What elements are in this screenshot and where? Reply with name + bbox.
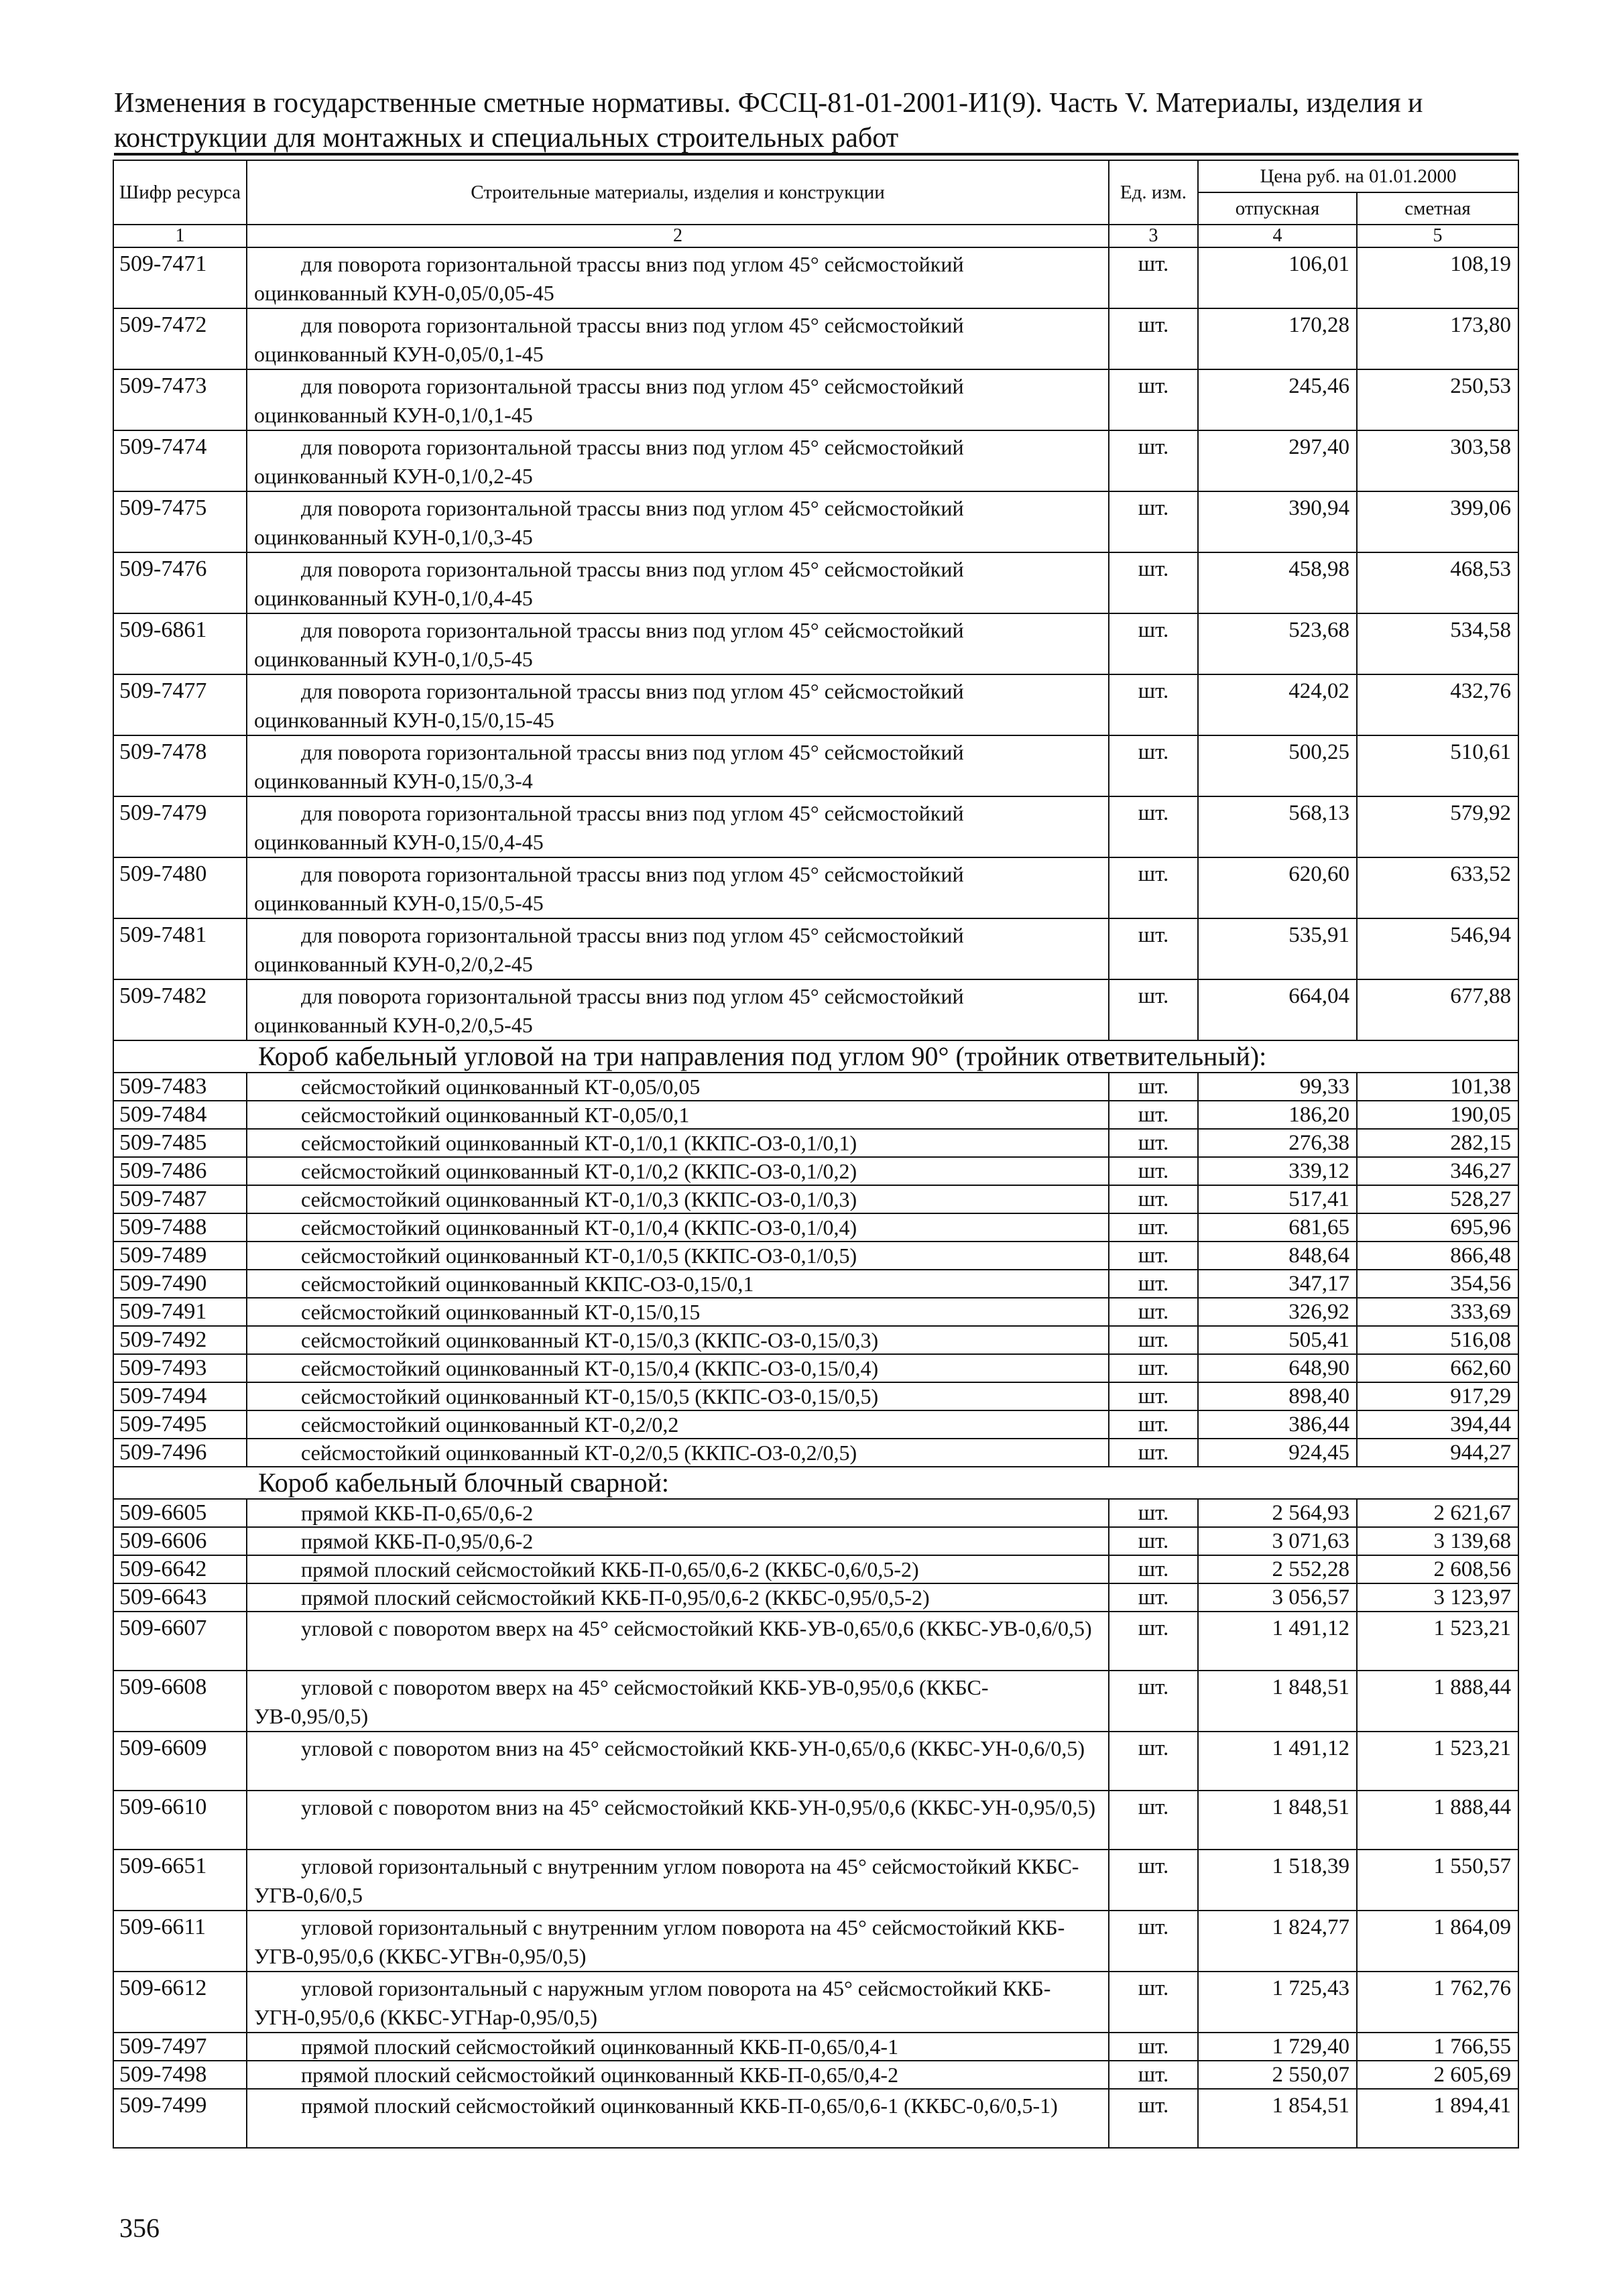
table-row — [113, 1911, 1518, 1972]
price-release: 2 550,07 — [1198, 2061, 1357, 2089]
price-release: 106,01 — [1198, 247, 1357, 308]
price-release: 386,44 — [1198, 1410, 1357, 1439]
table-row — [113, 857, 1518, 918]
resource-code: 509-6608 — [113, 1671, 247, 1732]
price-release: 1 491,12 — [1198, 1732, 1357, 1791]
price-release: 326,92 — [1198, 1298, 1357, 1326]
price-estimate: 3 123,97 — [1357, 1583, 1518, 1612]
price-release: 1 518,39 — [1198, 1850, 1357, 1911]
resource-code: 509-7471 — [113, 247, 247, 308]
unit-of-measure: шт. — [1109, 796, 1198, 857]
price-estimate: 510,61 — [1357, 735, 1518, 796]
material-name: угловой с поворотом вниз на 45° сейсмостойкий ККБ-УН-0,65/0,6 (ККБС-УН-0,6/0,5) — [247, 1732, 1109, 1791]
unit-of-measure: шт. — [1109, 735, 1198, 796]
price-estimate: 1 864,09 — [1357, 1911, 1518, 1972]
price-estimate: 282,15 — [1357, 1129, 1518, 1157]
resource-code: 509-6643 — [113, 1583, 247, 1612]
price-release: 1 848,51 — [1198, 1791, 1357, 1850]
table-row — [113, 369, 1518, 430]
resource-code: 509-7488 — [113, 1213, 247, 1242]
price-estimate: 394,44 — [1357, 1410, 1518, 1439]
table-row — [113, 1354, 1518, 1382]
unit-of-measure: шт. — [1109, 1499, 1198, 1527]
price-estimate: 108,19 — [1357, 247, 1518, 308]
resource-code: 509-7499 — [113, 2089, 247, 2148]
table-row — [113, 918, 1518, 979]
table-row — [113, 552, 1518, 613]
price-estimate: 173,80 — [1357, 308, 1518, 369]
unit-of-measure: шт. — [1109, 613, 1198, 674]
table-row — [113, 1527, 1518, 1555]
material-name: для поворота горизонтальной трассы вниз под углом 45° сейсмостойкий оцинкованный КУН-0,1/0,5-45 — [247, 613, 1109, 674]
resource-code: 509-7489 — [113, 1242, 247, 1270]
price-estimate: 546,94 — [1357, 918, 1518, 979]
price-release: 924,45 — [1198, 1439, 1357, 1467]
unit-of-measure: шт. — [1109, 430, 1198, 491]
material-name: для поворота горизонтальной трассы вниз под углом 45° сейсмостойкий оцинкованный КУН-0,15/0,4-45 — [247, 796, 1109, 857]
table-body — [113, 225, 1518, 2148]
table-row — [113, 430, 1518, 491]
price-estimate: 250,53 — [1357, 369, 1518, 430]
price-release: 186,20 — [1198, 1101, 1357, 1129]
material-name: для поворота горизонтальной трассы вниз под углом 45° сейсмостойкий оцинкованный КУН-0,05/0,05-45 — [247, 247, 1109, 308]
table-row — [113, 1972, 1518, 2033]
material-name: сейсмостойкий оцинкованный КТ-0,1/0,2 (ККПС-ОЗ-0,1/0,2) — [247, 1157, 1109, 1185]
price-estimate: 303,58 — [1357, 430, 1518, 491]
table-row — [113, 796, 1518, 857]
table-row — [113, 1671, 1518, 1732]
price-release: 505,41 — [1198, 1326, 1357, 1354]
material-name: сейсмостойкий оцинкованный КТ-0,2/0,5 (ККПС-ОЗ-0,2/0,5) — [247, 1439, 1109, 1467]
price-estimate: 662,60 — [1357, 1354, 1518, 1382]
table-row — [113, 1326, 1518, 1354]
price-estimate: 2 608,56 — [1357, 1555, 1518, 1583]
page-number: 356 — [119, 2213, 160, 2243]
price-release: 2 564,93 — [1198, 1499, 1357, 1527]
price-estimate: 1 888,44 — [1357, 1671, 1518, 1732]
column-number: 1 — [113, 225, 247, 247]
material-name: сейсмостойкий оцинкованный КТ-0,1/0,1 (ККПС-ОЗ-0,1/0,1) — [247, 1129, 1109, 1157]
price-release: 99,33 — [1198, 1073, 1357, 1101]
price-release: 620,60 — [1198, 857, 1357, 918]
resource-code: 509-6609 — [113, 1732, 247, 1791]
header-price: Цена руб. на 01.01.2000 — [1198, 160, 1518, 192]
table-row — [113, 1732, 1518, 1791]
price-release: 648,90 — [1198, 1354, 1357, 1382]
price-release: 170,28 — [1198, 308, 1357, 369]
unit-of-measure: шт. — [1109, 918, 1198, 979]
table-row — [113, 1439, 1518, 1467]
unit-of-measure: шт. — [1109, 1732, 1198, 1791]
unit-of-measure: шт. — [1109, 1612, 1198, 1671]
material-name: сейсмостойкий оцинкованный КТ-0,2/0,2 — [247, 1410, 1109, 1439]
table-row — [113, 2061, 1518, 2089]
price-estimate: 333,69 — [1357, 1298, 1518, 1326]
resource-code: 509-7497 — [113, 2033, 247, 2061]
price-estimate: 399,06 — [1357, 491, 1518, 552]
price-estimate: 695,96 — [1357, 1213, 1518, 1242]
price-estimate: 1 523,21 — [1357, 1732, 1518, 1791]
column-number-row — [113, 225, 1518, 247]
material-name: сейсмостойкий оцинкованный КТ-0,1/0,3 (ККПС-ОЗ-0,1/0,3) — [247, 1185, 1109, 1213]
material-name: для поворота горизонтальной трассы вниз под углом 45° сейсмостойкий оцинкованный КУН-0,2/0,5-45 — [247, 979, 1109, 1040]
unit-of-measure: шт. — [1109, 1185, 1198, 1213]
resource-code: 509-7475 — [113, 491, 247, 552]
resource-code: 509-7472 — [113, 308, 247, 369]
price-estimate: 346,27 — [1357, 1157, 1518, 1185]
unit-of-measure: шт. — [1109, 857, 1198, 918]
price-release: 276,38 — [1198, 1129, 1357, 1157]
section-row — [113, 1040, 1518, 1073]
header-rule — [114, 153, 1518, 156]
price-estimate: 1 550,57 — [1357, 1850, 1518, 1911]
price-estimate: 579,92 — [1357, 796, 1518, 857]
unit-of-measure: шт. — [1109, 1555, 1198, 1583]
table-row — [113, 1213, 1518, 1242]
price-release: 297,40 — [1198, 430, 1357, 491]
material-name: для поворота горизонтальной трассы вниз под углом 45° сейсмостойкий оцинкованный КУН-0,1/0,3-45 — [247, 491, 1109, 552]
table-row — [113, 1129, 1518, 1157]
unit-of-measure: шт. — [1109, 2089, 1198, 2148]
price-release: 1 824,77 — [1198, 1911, 1357, 1972]
price-release: 3 056,57 — [1198, 1583, 1357, 1612]
material-name: прямой плоский сейсмостойкий оцинкованный ККБ-П-0,65/0,6-1 (ККБС-0,6/0,5-1) — [247, 2089, 1109, 2148]
price-release: 523,68 — [1198, 613, 1357, 674]
price-estimate: 633,52 — [1357, 857, 1518, 918]
material-name: сейсмостойкий оцинкованный КТ-0,1/0,5 (ККПС-ОЗ-0,1/0,5) — [247, 1242, 1109, 1270]
resource-code: 509-7484 — [113, 1101, 247, 1129]
table-row — [113, 2033, 1518, 2061]
price-estimate: 944,27 — [1357, 1439, 1518, 1467]
price-estimate: 2 621,67 — [1357, 1499, 1518, 1527]
table-row — [113, 247, 1518, 308]
unit-of-measure: шт. — [1109, 491, 1198, 552]
table-row — [113, 613, 1518, 674]
price-release: 1 491,12 — [1198, 1612, 1357, 1671]
resource-code: 509-7493 — [113, 1354, 247, 1382]
unit-of-measure: шт. — [1109, 247, 1198, 308]
table-row — [113, 1555, 1518, 1583]
resource-code: 509-6651 — [113, 1850, 247, 1911]
unit-of-measure: шт. — [1109, 1583, 1198, 1612]
resource-code: 509-7495 — [113, 1410, 247, 1439]
table-row — [113, 1101, 1518, 1129]
unit-of-measure: шт. — [1109, 1073, 1198, 1101]
table-row — [113, 1410, 1518, 1439]
table-row — [113, 1242, 1518, 1270]
price-estimate: 866,48 — [1357, 1242, 1518, 1270]
price-release: 339,12 — [1198, 1157, 1357, 1185]
resource-code: 509-7498 — [113, 2061, 247, 2089]
resource-code: 509-7492 — [113, 1326, 247, 1354]
header-price-estimate: сметная — [1357, 192, 1518, 225]
material-name: для поворота горизонтальной трассы вниз под углом 45° сейсмостойкий оцинкованный КУН-0,15/0,3-4 — [247, 735, 1109, 796]
table-row — [113, 1499, 1518, 1527]
price-release: 535,91 — [1198, 918, 1357, 979]
unit-of-measure: шт. — [1109, 1213, 1198, 1242]
material-name: сейсмостойкий оцинкованный КТ-0,05/0,1 — [247, 1101, 1109, 1129]
column-number: 2 — [247, 225, 1109, 247]
header-price-release: отпускная — [1198, 192, 1357, 225]
table-row — [113, 1791, 1518, 1850]
material-name: для поворота горизонтальной трассы вниз под углом 45° сейсмостойкий оцинкованный КУН-0,1/0,4-45 — [247, 552, 1109, 613]
material-name: сейсмостойкий оцинкованный ККПС-ОЗ-0,15/0,1 — [247, 1270, 1109, 1298]
price-release: 1 854,51 — [1198, 2089, 1357, 2148]
price-estimate: 528,27 — [1357, 1185, 1518, 1213]
unit-of-measure: шт. — [1109, 674, 1198, 735]
price-release: 2 552,28 — [1198, 1555, 1357, 1583]
section-title: Короб кабельный блочный сварной: — [113, 1467, 1518, 1499]
resource-code: 509-6611 — [113, 1911, 247, 1972]
material-name: для поворота горизонтальной трассы вниз под углом 45° сейсмостойкий оцинкованный КУН-0,15/0,15-45 — [247, 674, 1109, 735]
unit-of-measure: шт. — [1109, 1972, 1198, 2033]
material-name: угловой с поворотом вверх на 45° сейсмостойкий ККБ-УВ-0,95/0,6 (ККБС-УВ-0,95/0,5) — [247, 1671, 1109, 1732]
table-row — [113, 1298, 1518, 1326]
price-estimate: 1 888,44 — [1357, 1791, 1518, 1850]
material-name: прямой ККБ-П-0,65/0,6-2 — [247, 1499, 1109, 1527]
unit-of-measure: шт. — [1109, 1850, 1198, 1911]
price-estimate: 468,53 — [1357, 552, 1518, 613]
table-row — [113, 1850, 1518, 1911]
resource-code: 509-6861 — [113, 613, 247, 674]
material-name: угловой горизонтальный с внутренним углом поворота на 45° сейсмостойкий ККБС-УГВ-0,6/0,5 — [247, 1850, 1109, 1911]
resource-code: 509-7482 — [113, 979, 247, 1040]
price-table-container — [113, 160, 1518, 2149]
material-name: сейсмостойкий оцинкованный КТ-0,05/0,05 — [247, 1073, 1109, 1101]
price-release: 347,17 — [1198, 1270, 1357, 1298]
price-estimate: 2 605,69 — [1357, 2061, 1518, 2089]
unit-of-measure: шт. — [1109, 1157, 1198, 1185]
material-name: для поворота горизонтальной трассы вниз под углом 45° сейсмостойкий оцинкованный КУН-0,05/0,1-45 — [247, 308, 1109, 369]
unit-of-measure: шт. — [1109, 1354, 1198, 1382]
price-estimate: 1 762,76 — [1357, 1972, 1518, 2033]
resource-code: 509-7476 — [113, 552, 247, 613]
unit-of-measure: шт. — [1109, 1439, 1198, 1467]
material-name: угловой с поворотом вниз на 45° сейсмостойкий ККБ-УН-0,95/0,6 (ККБС-УН-0,95/0,5) — [247, 1791, 1109, 1850]
resource-code: 509-7494 — [113, 1382, 247, 1410]
table-row — [113, 979, 1518, 1040]
price-release: 458,98 — [1198, 552, 1357, 613]
price-estimate: 534,58 — [1357, 613, 1518, 674]
price-release: 681,65 — [1198, 1213, 1357, 1242]
price-estimate: 101,38 — [1357, 1073, 1518, 1101]
resource-code: 509-7480 — [113, 857, 247, 918]
resource-code: 509-6605 — [113, 1499, 247, 1527]
material-name: прямой ККБ-П-0,95/0,6-2 — [247, 1527, 1109, 1555]
price-release: 390,94 — [1198, 491, 1357, 552]
column-number: 3 — [1109, 225, 1198, 247]
table-row — [113, 308, 1518, 369]
price-release: 1 725,43 — [1198, 1972, 1357, 2033]
unit-of-measure: шт. — [1109, 1242, 1198, 1270]
unit-of-measure: шт. — [1109, 1382, 1198, 1410]
table-row — [113, 1157, 1518, 1185]
resource-code: 509-7485 — [113, 1129, 247, 1157]
price-release: 1 729,40 — [1198, 2033, 1357, 2061]
header-unit: Ед. изм. — [1109, 160, 1198, 225]
price-estimate: 1 894,41 — [1357, 2089, 1518, 2148]
material-name: сейсмостойкий оцинкованный КТ-0,15/0,5 (ККПС-ОЗ-0,15/0,5) — [247, 1382, 1109, 1410]
price-release: 898,40 — [1198, 1382, 1357, 1410]
material-name: угловой горизонтальный с внутренним углом поворота на 45° сейсмостойкий ККБ-УГВ-0,95/0,6 (ККБС-УГВн-0,95/0,5) — [247, 1911, 1109, 1972]
header-code: Шифр ресурса — [113, 160, 247, 225]
price-estimate: 677,88 — [1357, 979, 1518, 1040]
section-title: Короб кабельный угловой на три направления под углом 90° (тройник ответвительный): — [113, 1040, 1518, 1073]
table-row — [113, 1185, 1518, 1213]
price-release: 664,04 — [1198, 979, 1357, 1040]
price-release: 245,46 — [1198, 369, 1357, 430]
unit-of-measure: шт. — [1109, 552, 1198, 613]
price-estimate: 1 766,55 — [1357, 2033, 1518, 2061]
price-estimate: 3 139,68 — [1357, 1527, 1518, 1555]
resource-code: 509-7473 — [113, 369, 247, 430]
unit-of-measure: шт. — [1109, 1410, 1198, 1439]
resource-code: 509-7477 — [113, 674, 247, 735]
resource-code: 509-6642 — [113, 1555, 247, 1583]
material-name: сейсмостойкий оцинкованный КТ-0,15/0,3 (ККПС-ОЗ-0,15/0,3) — [247, 1326, 1109, 1354]
price-release: 1 848,51 — [1198, 1671, 1357, 1732]
price-release: 3 071,63 — [1198, 1527, 1357, 1555]
column-number: 5 — [1357, 225, 1518, 247]
resource-code: 509-6607 — [113, 1612, 247, 1671]
price-estimate: 432,76 — [1357, 674, 1518, 735]
unit-of-measure: шт. — [1109, 1270, 1198, 1298]
material-name: угловой с поворотом вверх на 45° сейсмостойкий ККБ-УВ-0,65/0,6 (ККБС-УВ-0,6/0,5) — [247, 1612, 1109, 1671]
resource-code: 509-7479 — [113, 796, 247, 857]
unit-of-measure: шт. — [1109, 308, 1198, 369]
resource-code: 509-7487 — [113, 1185, 247, 1213]
resource-code: 509-7490 — [113, 1270, 247, 1298]
header-line-2: конструкции для монтажных и специальных строительных работ — [114, 123, 899, 154]
material-name: для поворота горизонтальной трассы вниз под углом 45° сейсмостойкий оцинкованный КУН-0,1/0,1-45 — [247, 369, 1109, 430]
material-name: прямой плоский сейсмостойкий оцинкованный ККБ-П-0,65/0,4-1 — [247, 2033, 1109, 2061]
material-name: прямой плоский сейсмостойкий ККБ-П-0,65/0,6-2 (ККБС-0,6/0,5-2) — [247, 1555, 1109, 1583]
resource-code: 509-7496 — [113, 1439, 247, 1467]
price-release: 424,02 — [1198, 674, 1357, 735]
resource-code: 509-6610 — [113, 1791, 247, 1850]
price-table — [113, 160, 1519, 2149]
material-name: для поворота горизонтальной трассы вниз под углом 45° сейсмостойкий оцинкованный КУН-0,1/0,2-45 — [247, 430, 1109, 491]
resource-code: 509-7481 — [113, 918, 247, 979]
price-estimate: 1 523,21 — [1357, 1612, 1518, 1671]
unit-of-measure: шт. — [1109, 1791, 1198, 1850]
unit-of-measure: шт. — [1109, 369, 1198, 430]
section-row — [113, 1467, 1518, 1499]
unit-of-measure: шт. — [1109, 1101, 1198, 1129]
material-name: угловой горизонтальный с наружным углом поворота на 45° сейсмостойкий ККБ-УГН-0,95/0,6 (ККБС-УГНар-0,95/0,5) — [247, 1972, 1109, 2033]
unit-of-measure: шт. — [1109, 1911, 1198, 1972]
material-name: сейсмостойкий оцинкованный КТ-0,1/0,4 (ККПС-ОЗ-0,1/0,4) — [247, 1213, 1109, 1242]
table-row — [113, 2089, 1518, 2148]
price-estimate: 190,05 — [1357, 1101, 1518, 1129]
price-estimate: 516,08 — [1357, 1326, 1518, 1354]
resource-code: 509-6606 — [113, 1527, 247, 1555]
material-name: для поворота горизонтальной трассы вниз под углом 45° сейсмостойкий оцинкованный КУН-0,15/0,5-45 — [247, 857, 1109, 918]
header-line-1: Изменения в государственные сметные нормативы. ФССЦ-81-01-2001-И1(9). Часть V. Материалы, изделия и — [114, 88, 1423, 119]
unit-of-measure: шт. — [1109, 1129, 1198, 1157]
price-estimate: 354,56 — [1357, 1270, 1518, 1298]
table-row — [113, 735, 1518, 796]
table-row — [113, 674, 1518, 735]
unit-of-measure: шт. — [1109, 979, 1198, 1040]
material-name: для поворота горизонтальной трассы вниз под углом 45° сейсмостойкий оцинкованный КУН-0,2/0,2-45 — [247, 918, 1109, 979]
unit-of-measure: шт. — [1109, 1298, 1198, 1326]
table-row — [113, 1583, 1518, 1612]
resource-code: 509-7483 — [113, 1073, 247, 1101]
material-name: сейсмостойкий оцинкованный КТ-0,15/0,4 (ККПС-ОЗ-0,15/0,4) — [247, 1354, 1109, 1382]
unit-of-measure: шт. — [1109, 1527, 1198, 1555]
price-release: 568,13 — [1198, 796, 1357, 857]
resource-code: 509-7478 — [113, 735, 247, 796]
table-row — [113, 1382, 1518, 1410]
page-header — [114, 86, 1515, 156]
unit-of-measure: шт. — [1109, 1671, 1198, 1732]
material-name: сейсмостойкий оцинкованный КТ-0,15/0,15 — [247, 1298, 1109, 1326]
resource-code: 509-7486 — [113, 1157, 247, 1185]
price-release: 500,25 — [1198, 735, 1357, 796]
header-name: Строительные материалы, изделия и конструкции — [247, 160, 1109, 225]
table-row — [113, 1270, 1518, 1298]
resource-code: 509-7491 — [113, 1298, 247, 1326]
resource-code: 509-6612 — [113, 1972, 247, 2033]
price-release: 517,41 — [1198, 1185, 1357, 1213]
material-name: прямой плоский сейсмостойкий оцинкованный ККБ-П-0,65/0,4-2 — [247, 2061, 1109, 2089]
price-release: 848,64 — [1198, 1242, 1357, 1270]
table-row — [113, 491, 1518, 552]
resource-code: 509-7474 — [113, 430, 247, 491]
table-row — [113, 1612, 1518, 1671]
price-estimate: 917,29 — [1357, 1382, 1518, 1410]
column-number: 4 — [1198, 225, 1357, 247]
material-name: прямой плоский сейсмостойкий ККБ-П-0,95/0,6-2 (ККБС-0,95/0,5-2) — [247, 1583, 1109, 1612]
unit-of-measure: шт. — [1109, 2061, 1198, 2089]
unit-of-measure: шт. — [1109, 2033, 1198, 2061]
table-row — [113, 1073, 1518, 1101]
unit-of-measure: шт. — [1109, 1326, 1198, 1354]
